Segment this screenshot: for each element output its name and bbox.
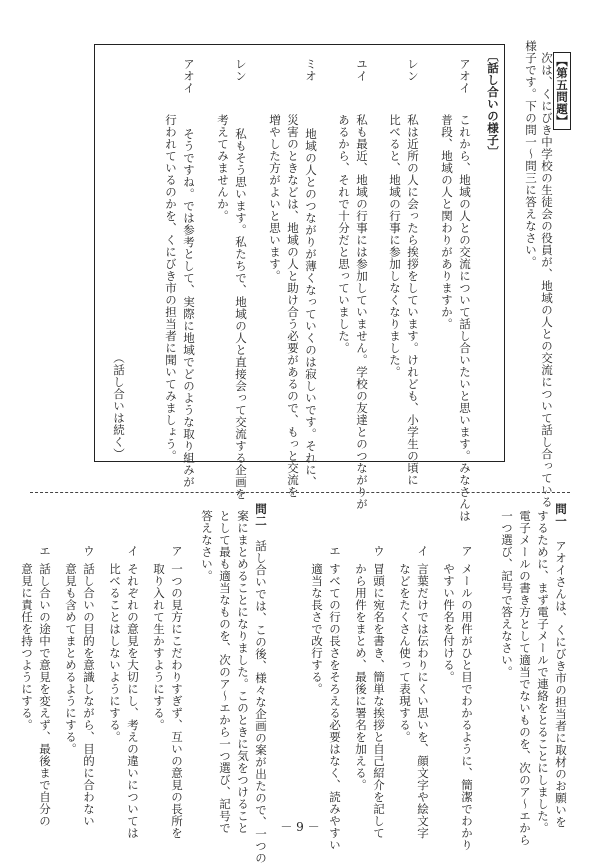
- page-number: － 9 －: [280, 820, 320, 834]
- option-text: 話し合いの目的を意識しながら、目的に合わない: [82, 563, 96, 827]
- option-mark: イ: [126, 545, 140, 557]
- q1-label: 問一: [554, 503, 568, 527]
- q2-line: 話し合いでは、この後、様々な企画の案が出たので、一つの: [254, 540, 268, 864]
- speaker-name: アオイ: [182, 58, 196, 94]
- option-text: 言葉だけでは伝わりにくい思いを、顔文字や絵文字: [416, 563, 430, 839]
- option-mark: ウ: [82, 545, 96, 557]
- speech-line: これから、地域の人との交流について話し合いたいと思います。みなさんは: [458, 114, 472, 522]
- option-text: メールの用件がひと目でわかるように、簡潔でわかり: [460, 563, 474, 851]
- option-text: 適当な長さで改行する。: [310, 563, 324, 695]
- speaker-name: レン: [406, 58, 420, 82]
- option-text: 話し合いの途中で意見を変えず、最後まで自分の: [38, 563, 52, 827]
- q1-line: 一つ選び、記号で答えなさい。: [500, 510, 514, 678]
- option-text: すべての行の長さをそろえる必要はなく、読みやすい: [328, 563, 342, 851]
- option-text: 冒頭に宛名を書き、簡単な挨拶と自己紹介を記して: [372, 563, 386, 839]
- section-title: 【第五問題】: [555, 52, 569, 130]
- option-mark: イ: [416, 545, 430, 557]
- option-mark: エ: [38, 545, 52, 557]
- q1-line: 電子メールの書き方として適当でないものを、次のア～エから: [518, 510, 532, 846]
- option-text: 一つの見方にこだわりすぎず、互いの意見の長所を: [170, 563, 184, 839]
- option-text: 比べることはしないようにする。: [108, 563, 122, 743]
- q2-line: 答えなさい。: [200, 510, 214, 582]
- speaker-name: ミオ: [304, 58, 318, 82]
- q2-line: として最も適当なものを、次のア～エから一つ選び、記号で: [218, 510, 232, 834]
- option-mark: ウ: [372, 545, 386, 557]
- option-text: やすい件名を付ける。: [442, 563, 456, 683]
- speaker-name: ユイ: [355, 58, 369, 82]
- option-text: 意見に責任を持つようにする。: [20, 563, 34, 731]
- q1-line: するために、まず電子メールで連絡をとることにしました。: [536, 510, 550, 834]
- option-text: 取り入れて生かすようにする。: [152, 563, 166, 731]
- speech-line: あるから、それで十分だと思っていました。: [337, 114, 351, 354]
- option-mark: ア: [170, 545, 184, 557]
- intro-line-2: 様子です。下の問一～問三に答えなさい。: [524, 40, 538, 268]
- q1-line: アオイさんは、くにびき市の担当者に取材のお願いを: [554, 540, 568, 828]
- intro-line-1: 次は、くにびき中学校の生徒会の役員が、地域の人との交流について話し合っている: [540, 52, 554, 508]
- speech-line: 増やした方がよいと思います。: [268, 114, 282, 282]
- speech-line: 考えてみませんか。: [216, 114, 230, 222]
- section-divider: [30, 492, 570, 493]
- speech-line: 行われているのかを、くにびき市の担当者に聞いてみましょう。: [164, 114, 178, 462]
- option-text: から用件をまとめ、最後に署名を加える。: [354, 563, 368, 791]
- speech-line: 私も最近、地域の行事には参加していません。学校の友達とのつながりが: [355, 114, 369, 510]
- discussion-heading: 〔話し合いの様子〕: [486, 50, 500, 158]
- option-text: 意見も含めてまとめるようにする。: [64, 563, 78, 755]
- option-text: などをたくさん使って表現する。: [398, 563, 412, 743]
- speech-line: そうですね。では参考として、実際に地域でどのような取り組みが: [182, 128, 196, 488]
- q2-line: 案にまとめることになりました。このときに気をつけること: [236, 510, 250, 834]
- speech-line: 普段、地域の人と関わりがありますか。: [440, 114, 454, 330]
- speech-line: 地域の人とのつながりが薄くなっていくのは寂しいです。それに、: [304, 128, 318, 488]
- speaker-name: アオイ: [458, 58, 472, 94]
- continued-note: （話し合いは続く）: [112, 352, 126, 460]
- speech-line: 比べると、地域の行事に参加しなくなりました。: [388, 114, 402, 378]
- option-mark: ア: [460, 545, 474, 557]
- q2-label: 問二: [254, 503, 268, 527]
- option-mark: エ: [328, 545, 342, 557]
- speech-line: 私もそう思います。私たちで、地域の人と直接会って交流する企画を: [234, 128, 248, 500]
- option-text: それぞれの意見を大切にし、考えの違いについては: [126, 563, 140, 839]
- speech-line: 災害のときなどは、地域の人と助け合う必要があるので、もっと交流を: [286, 114, 300, 498]
- speaker-name: レン: [234, 58, 248, 82]
- speech-line: 私は近所の人に会ったら挨拶をしています。けれども、小学生の頃に: [406, 114, 420, 486]
